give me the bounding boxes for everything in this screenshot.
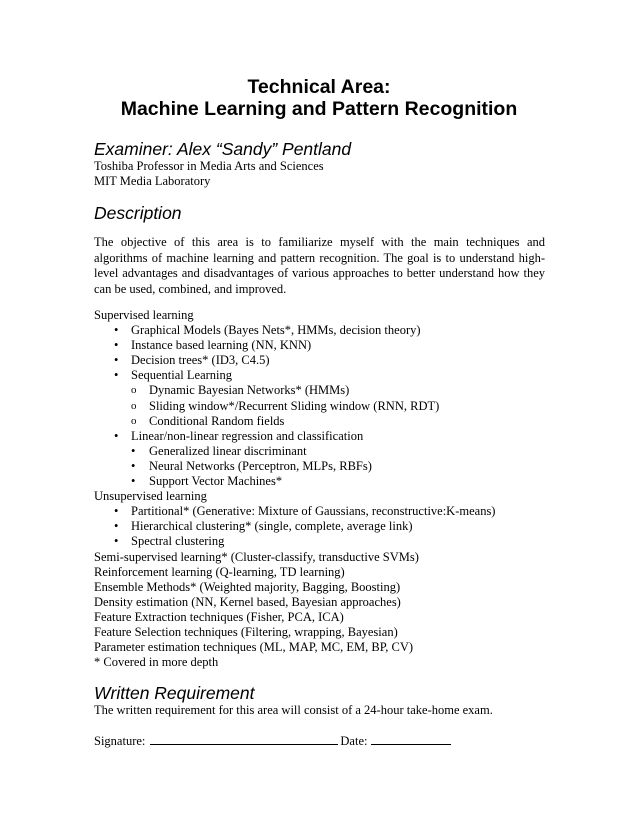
topic-text: Reinforcement learning (Q-learning, TD learning)	[94, 564, 345, 579]
topic-text: Parameter estimation techniques (ML, MAP, MC, EM, BP, CV)	[94, 640, 414, 655]
bullet-icon: •	[114, 368, 119, 383]
bullet-icon: •	[131, 458, 136, 473]
topic-text: Ensemble Methods* (Weighted majority, Bagging, Boosting)	[94, 579, 401, 594]
topic-text: Graphical Models (Bayes Nets*, HMMs, decision theory)	[131, 323, 421, 338]
topic-item	[94, 595, 554, 610]
topic-text: Dynamic Bayesian Networks* (HMMs)	[149, 383, 350, 398]
topic-item	[94, 353, 554, 368]
topic-item	[94, 383, 554, 398]
bullet-icon: •	[114, 323, 119, 338]
signature-blank[interactable]	[150, 733, 338, 745]
written-requirement-heading: Written Requirement	[94, 683, 255, 703]
topic-text: Spectral clustering	[131, 534, 225, 549]
description-heading: Description	[94, 203, 182, 223]
topic-item	[94, 610, 554, 625]
topic-text: Feature Extraction techniques (Fisher, PCA, ICA)	[94, 609, 344, 624]
topic-text: Instance based learning (NN, KNN)	[131, 338, 312, 353]
topic-item	[94, 655, 554, 670]
topic-text: Partitional* (Generative: Mixture of Gaussians, reconstructive:K-means)	[131, 504, 496, 519]
date-label: Date:	[340, 734, 368, 748]
page-title-line-2: Machine Learning and Pattern Recognition	[120, 98, 518, 120]
examiner-affiliation-line-2: MIT Media Laboratory	[94, 174, 211, 188]
bullet-icon: •	[114, 534, 119, 549]
circle-bullet-icon: o	[131, 384, 137, 397]
bullet-icon: •	[114, 338, 119, 353]
topic-text: Support Vector Machines*	[149, 474, 283, 489]
topic-text: * Covered in more depth	[94, 655, 219, 670]
topic-item	[94, 550, 554, 565]
topic-item	[94, 323, 554, 338]
date-blank[interactable]	[371, 733, 451, 745]
topic-item	[94, 414, 554, 429]
topic-text: Supervised learning	[94, 308, 194, 322]
topic-text: Conditional Random fields	[149, 413, 285, 428]
topic-item	[94, 489, 554, 504]
topic-item	[94, 474, 554, 489]
topic-item	[94, 565, 554, 580]
bullet-icon: •	[114, 519, 119, 534]
topic-item	[94, 519, 554, 534]
description-paragraph: The objective of this area is to familiarize myself with the main techniques and algorithms of machine learning and pattern recognition. The goal is to understand high-level advantages and disadvantages of various approaches to better understand how they can be used, combined, and improved.	[94, 235, 545, 296]
topic-item	[94, 444, 554, 459]
signature-line	[94, 733, 451, 749]
page-title-line-1: Technical Area:	[247, 76, 391, 98]
topic-item	[94, 338, 554, 353]
bullet-icon: •	[114, 428, 119, 443]
topic-item	[94, 580, 554, 595]
topic-item	[94, 504, 554, 519]
topic-text: Decision trees* (ID3, C4.5)	[131, 353, 270, 368]
topic-text: Generalized linear discriminant	[149, 443, 307, 458]
circle-bullet-icon: o	[131, 399, 137, 412]
circle-bullet-icon: o	[131, 414, 137, 427]
bullet-icon: •	[131, 474, 136, 489]
topic-item	[94, 625, 554, 640]
bullet-icon: •	[114, 504, 119, 519]
topic-item	[94, 534, 554, 549]
topic-item	[94, 368, 554, 383]
topics-list	[94, 308, 554, 670]
topic-text: Neural Networks (Perceptron, MLPs, RBFs)	[149, 458, 372, 473]
topic-text: Hierarchical clustering* (single, complete, average link)	[131, 519, 413, 534]
topic-item	[94, 429, 554, 444]
bullet-icon: •	[131, 443, 136, 458]
topic-item	[94, 640, 554, 655]
topic-text: Sequential Learning	[131, 368, 233, 383]
topic-item	[94, 459, 554, 474]
topic-text: Unsupervised learning	[94, 489, 207, 504]
topic-text: Feature Selection techniques (Filtering, wrapping, Bayesian)	[94, 624, 398, 639]
examiner-affiliation-line-1: Toshiba Professor in Media Arts and Sciences	[94, 159, 324, 173]
topic-text: Sliding window*/Recurrent Sliding window (RNN, RDT)	[149, 398, 440, 413]
topic-text: Linear/non-linear regression and classification	[131, 428, 364, 443]
topic-item	[94, 399, 554, 414]
signature-label: Signature:	[94, 734, 146, 748]
written-requirement-text: The written requirement for this area will consist of a 24-hour take-home exam.	[94, 703, 493, 717]
examiner-heading: Examiner: Alex “Sandy” Pentland	[94, 139, 352, 159]
topic-text: Density estimation (NN, Kernel based, Bayesian approaches)	[94, 594, 401, 609]
topic-text: Semi-supervised learning* (Cluster-classify, transductive SVMs)	[94, 549, 419, 564]
topic-item	[94, 308, 554, 323]
bullet-icon: •	[114, 353, 119, 368]
